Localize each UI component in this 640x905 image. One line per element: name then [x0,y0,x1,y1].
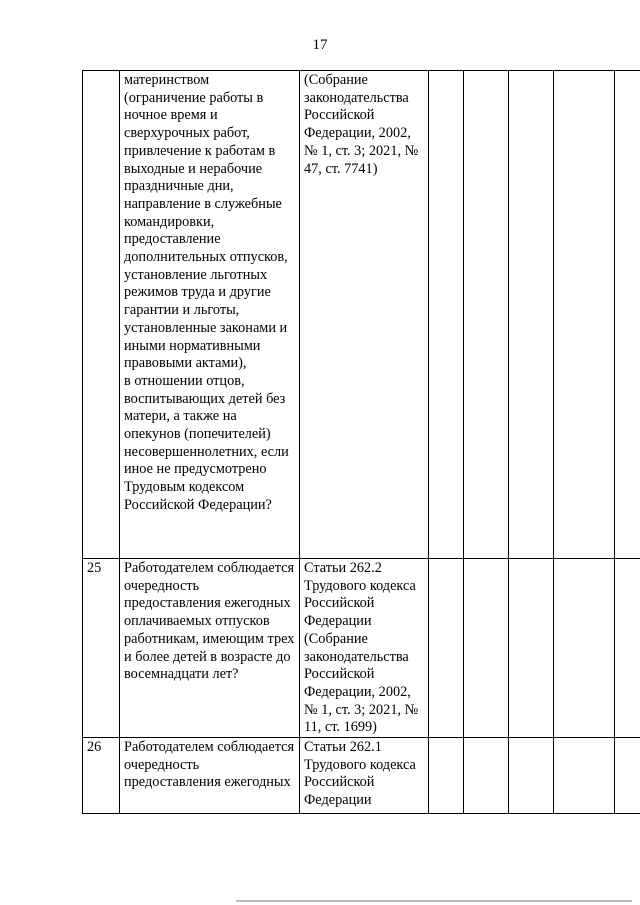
empty-answer-cell [554,71,615,559]
question-cell: Работодателем соблюдается очередность предоставления ежегодных оплачиваемых отпусков работникам, имеющим трех и более детей в возрасте до восемнадцати лет? [120,559,300,738]
row-number-cell: 25 [83,559,120,738]
empty-answer-cell [554,559,615,738]
empty-answer-cell [429,738,464,814]
empty-answer-cell [464,738,509,814]
row-number-cell: 26 [83,738,120,814]
empty-answer-cell [615,559,640,738]
table-row [83,738,640,814]
empty-answer-cell [554,738,615,814]
empty-answer-cell [615,738,640,814]
empty-answer-cell [429,559,464,738]
row-number-cell [83,71,120,559]
checklist-table [82,70,640,814]
page-number: 17 [312,37,328,53]
empty-answer-cell [464,71,509,559]
empty-answer-cell [509,71,554,559]
empty-answer-cell [429,71,464,559]
table-row [83,71,640,559]
question-cell: Работодателем соблюдается очередность предоставления ежегодных [120,738,300,814]
empty-answer-cell [615,71,640,559]
scan-edge-mark [236,900,632,902]
legal-reference-cell: Статьи 262.1 Трудового кодекса Российской Федерации [300,738,429,814]
empty-answer-cell [509,738,554,814]
empty-answer-cell [509,559,554,738]
legal-reference-cell: Статьи 262.2 Трудового кодекса Российской Федерации (Собрание законодательства Российской Федерации, 2002, № 1, ст. 3; 2021, № 11, ст. 1699) [300,559,429,738]
legal-reference-cell: (Собрание законодательства Российской Федерации, 2002, № 1, ст. 3; 2021, № 47, ст. 7741) [300,71,429,559]
question-cell: материнством (ограничение работы в ночное время и сверхурочных работ, привлечение к работам в выходные и нерабочие праздничные дни, направление в служебные командировки, предоставление дополнительных отпусков, установление льготных режимов труда и другие гарантии и льготы, установленные законами и иными нормативными правовыми актами), в отношении отцов, воспитывающих детей без матери, а также на опекунов (попечителей) несовершеннолетних, если иное не предусмотрено Трудовым кодексом Российской Федерации? [120,71,300,559]
table-row [83,559,640,738]
empty-answer-cell [464,559,509,738]
